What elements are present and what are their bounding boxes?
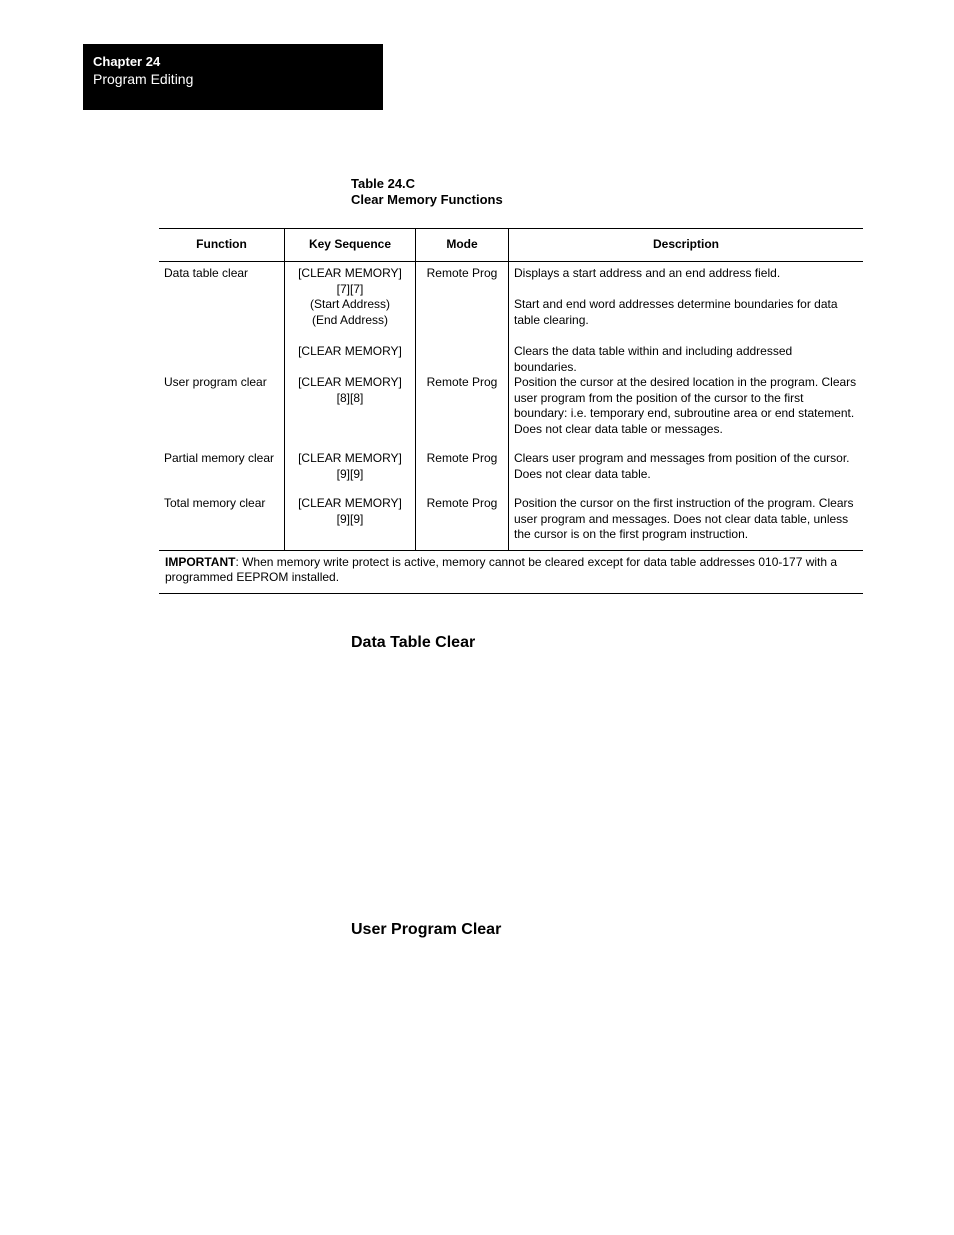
section-heading-user-program-clear: User Program Clear: [351, 921, 502, 938]
chapter-header: [83, 44, 383, 110]
function-cell: User program clear: [159, 375, 285, 451]
function-cell: Total memory clear: [159, 496, 285, 551]
table-row: [159, 262, 863, 376]
column-header-description: Description: [509, 229, 864, 262]
key-sequence-cell: [285, 375, 416, 451]
description-cell: [509, 496, 864, 551]
chapter-number: Chapter 24: [93, 54, 161, 69]
paragraph-spacer: [514, 328, 858, 344]
key-line: [CLEAR MEMORY]: [298, 496, 402, 511]
note-text: : When memory write protect is active, memory cannot be cleared except for data table addresses 010-177 with a programmed EEPROM installed.: [165, 555, 838, 585]
note-label: IMPORTANT: [165, 555, 236, 570]
column-header-mode: Mode: [416, 229, 509, 262]
mode-cell: Remote Prog: [416, 262, 509, 376]
table-number: Table 24.C: [351, 176, 416, 191]
key-line: (Start Address): [309, 297, 391, 312]
key-line: [CLEAR MEMORY]: [298, 266, 402, 280]
description-paragraph: Displays a start address and an end address field.: [514, 266, 781, 280]
key-line: [7][7]: [336, 281, 364, 296]
table-header-row: [159, 229, 863, 262]
key-line: [9][9]: [336, 511, 364, 526]
key-line: [CLEAR MEMORY]: [298, 343, 402, 358]
clear-memory-table: [159, 228, 863, 594]
key-line: [CLEAR MEMORY]: [298, 375, 402, 390]
description-paragraph: Clears the data table within and including addressed boundaries.: [514, 343, 793, 374]
table-row: [159, 375, 863, 451]
description-paragraph: Start and end word addresses determine boundaries for data table clearing.: [514, 297, 838, 327]
key-line-spacer: [290, 328, 410, 344]
table-row: [159, 451, 863, 496]
description-cell: [509, 451, 864, 496]
chapter-title: Program Editing: [93, 71, 194, 87]
mode-cell: Remote Prog: [416, 375, 509, 451]
function-cell: Data table clear: [159, 262, 285, 376]
section-heading-data-table-clear: Data Table Clear: [351, 634, 476, 651]
mode-cell: Remote Prog: [416, 451, 509, 496]
key-sequence-cell: [285, 262, 416, 376]
key-sequence-cell: [285, 496, 416, 551]
table-title: Clear Memory Functions: [351, 192, 503, 207]
table-note-row: [159, 551, 863, 594]
key-line: [9][9]: [336, 466, 364, 481]
column-header-key-sequence: Key Sequence: [285, 229, 416, 262]
paragraph-spacer: [514, 282, 858, 298]
table-caption: [351, 176, 503, 208]
mode-cell: Remote Prog: [416, 496, 509, 551]
description-paragraph: Clears user program and messages from position of the cursor. Does not clear data table.: [514, 451, 850, 481]
key-sequence-cell: [285, 451, 416, 496]
key-line: [CLEAR MEMORY]: [298, 451, 402, 466]
important-note: [159, 551, 863, 594]
description-paragraph: Position the cursor on the first instruction of the program. Clears user program and messages. Does not clear data table, unless the cursor is on the first program instruction.: [514, 496, 854, 542]
key-line: [8][8]: [336, 390, 364, 405]
table-row: [159, 496, 863, 551]
key-line: (End Address): [311, 312, 389, 327]
description-cell: [509, 262, 864, 376]
function-cell: Partial memory clear: [159, 451, 285, 496]
description-paragraph: Position the cursor at the desired location in the program. Clears user program from the position of the cursor to the first boundary: i.e. temporary end, subroutine area or end statement. Does not clear data table or messages.: [514, 375, 857, 436]
description-cell: [509, 375, 864, 451]
column-header-function: Function: [159, 229, 285, 262]
